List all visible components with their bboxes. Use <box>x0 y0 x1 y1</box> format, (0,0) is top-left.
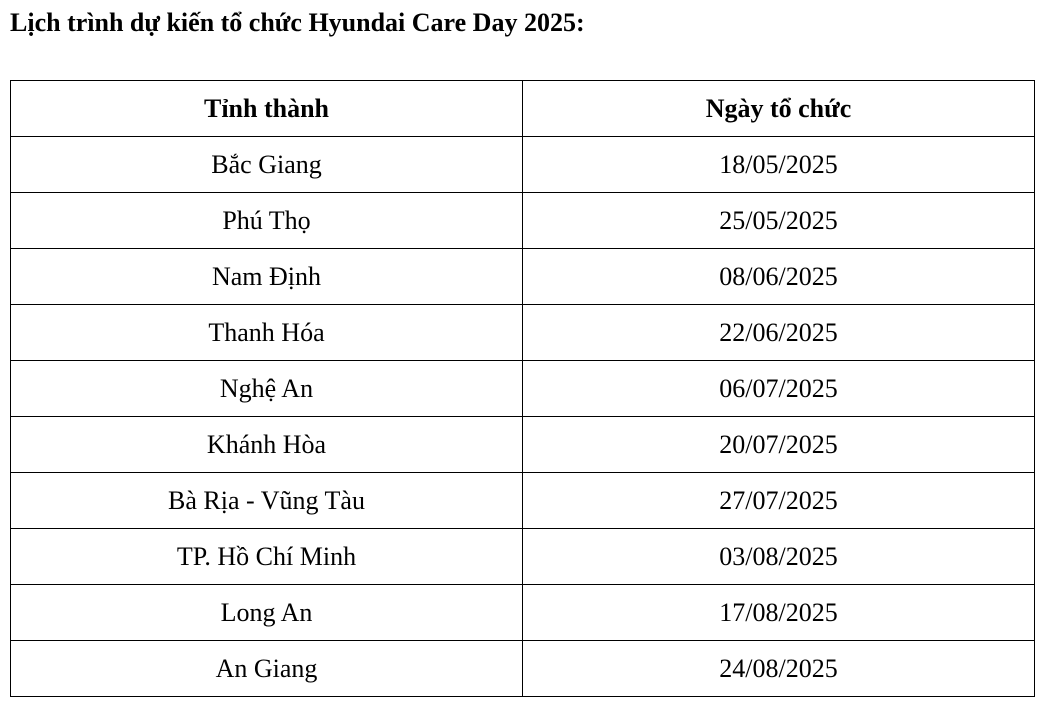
table-row <box>11 417 1035 473</box>
province-cell: Bắc Giang <box>11 137 523 193</box>
province-cell: Bà Rịa - Vũng Tàu <box>11 473 523 529</box>
province-cell: Thanh Hóa <box>11 305 523 361</box>
date-cell: 18/05/2025 <box>523 137 1035 193</box>
table-row <box>11 193 1035 249</box>
province-cell: Nam Định <box>11 249 523 305</box>
header-province: Tỉnh thành <box>11 81 523 137</box>
date-cell: 08/06/2025 <box>523 249 1035 305</box>
table-row <box>11 361 1035 417</box>
date-cell: 03/08/2025 <box>523 529 1035 585</box>
date-cell: 20/07/2025 <box>523 417 1035 473</box>
date-cell: 24/08/2025 <box>523 641 1035 697</box>
document-title: Lịch trình dự kiến tổ chức Hyundai Care Day 2025: <box>10 8 585 37</box>
province-cell: Nghệ An <box>11 361 523 417</box>
table-row <box>11 137 1035 193</box>
province-cell: Khánh Hòa <box>11 417 523 473</box>
province-cell: An Giang <box>11 641 523 697</box>
table-header-row <box>11 81 1035 137</box>
header-date: Ngày tổ chức <box>523 81 1035 137</box>
schedule-table <box>10 80 1035 697</box>
table-row <box>11 529 1035 585</box>
date-cell: 27/07/2025 <box>523 473 1035 529</box>
date-cell: 22/06/2025 <box>523 305 1035 361</box>
date-cell: 17/08/2025 <box>523 585 1035 641</box>
table-row <box>11 473 1035 529</box>
table-row <box>11 585 1035 641</box>
date-cell: 06/07/2025 <box>523 361 1035 417</box>
table-row <box>11 249 1035 305</box>
date-cell: 25/05/2025 <box>523 193 1035 249</box>
table-row <box>11 305 1035 361</box>
table-row <box>11 641 1035 697</box>
province-cell: Phú Thọ <box>11 193 523 249</box>
province-cell: TP. Hồ Chí Minh <box>11 529 523 585</box>
province-cell: Long An <box>11 585 523 641</box>
